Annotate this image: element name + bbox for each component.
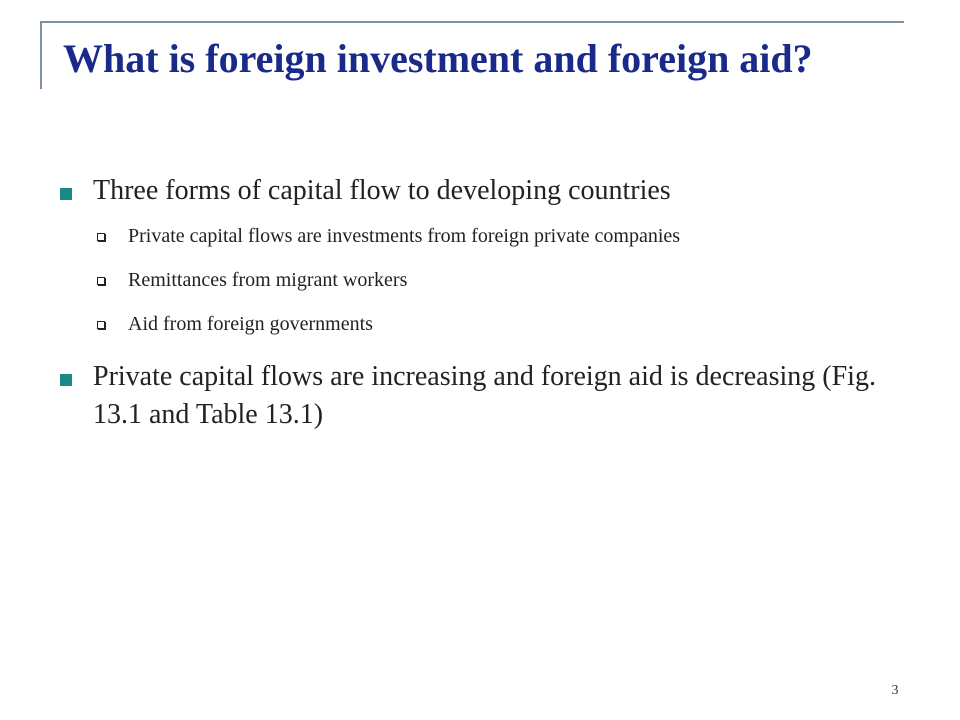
frame-top-line xyxy=(40,21,904,23)
frame-left-line xyxy=(40,21,42,89)
slide-title: What is foreign investment and foreign aid? xyxy=(63,36,813,81)
filled-square-bullet-icon xyxy=(60,374,72,386)
sub-bullet-text: Private capital flows are investments from foreign private companies xyxy=(128,225,681,247)
bullet-text: Three forms of capital flow to developing countries xyxy=(93,175,671,206)
bullet-item-capital-forms xyxy=(60,172,900,338)
sub-bullet-list xyxy=(93,222,900,338)
hollow-square-bullet-icon xyxy=(97,277,105,285)
sub-bullet-text: Remittances from migrant workers xyxy=(128,269,408,291)
bullet-item-trends xyxy=(60,358,900,434)
bullet-list xyxy=(60,172,900,434)
filled-square-bullet-icon xyxy=(60,188,72,200)
sub-bullet-remittances xyxy=(93,266,900,294)
page-number: 3 xyxy=(891,683,899,698)
hollow-square-bullet-icon xyxy=(97,321,105,329)
sub-bullet-text: Aid from foreign governments xyxy=(128,313,373,335)
sub-bullet-private-capital xyxy=(93,222,900,250)
bullet-text: Private capital flows are increasing and foreign aid is decreasing (Fig. 13.1 and Table 13.1) xyxy=(93,361,876,430)
hollow-square-bullet-icon xyxy=(97,233,105,241)
sub-bullet-aid xyxy=(93,310,900,338)
